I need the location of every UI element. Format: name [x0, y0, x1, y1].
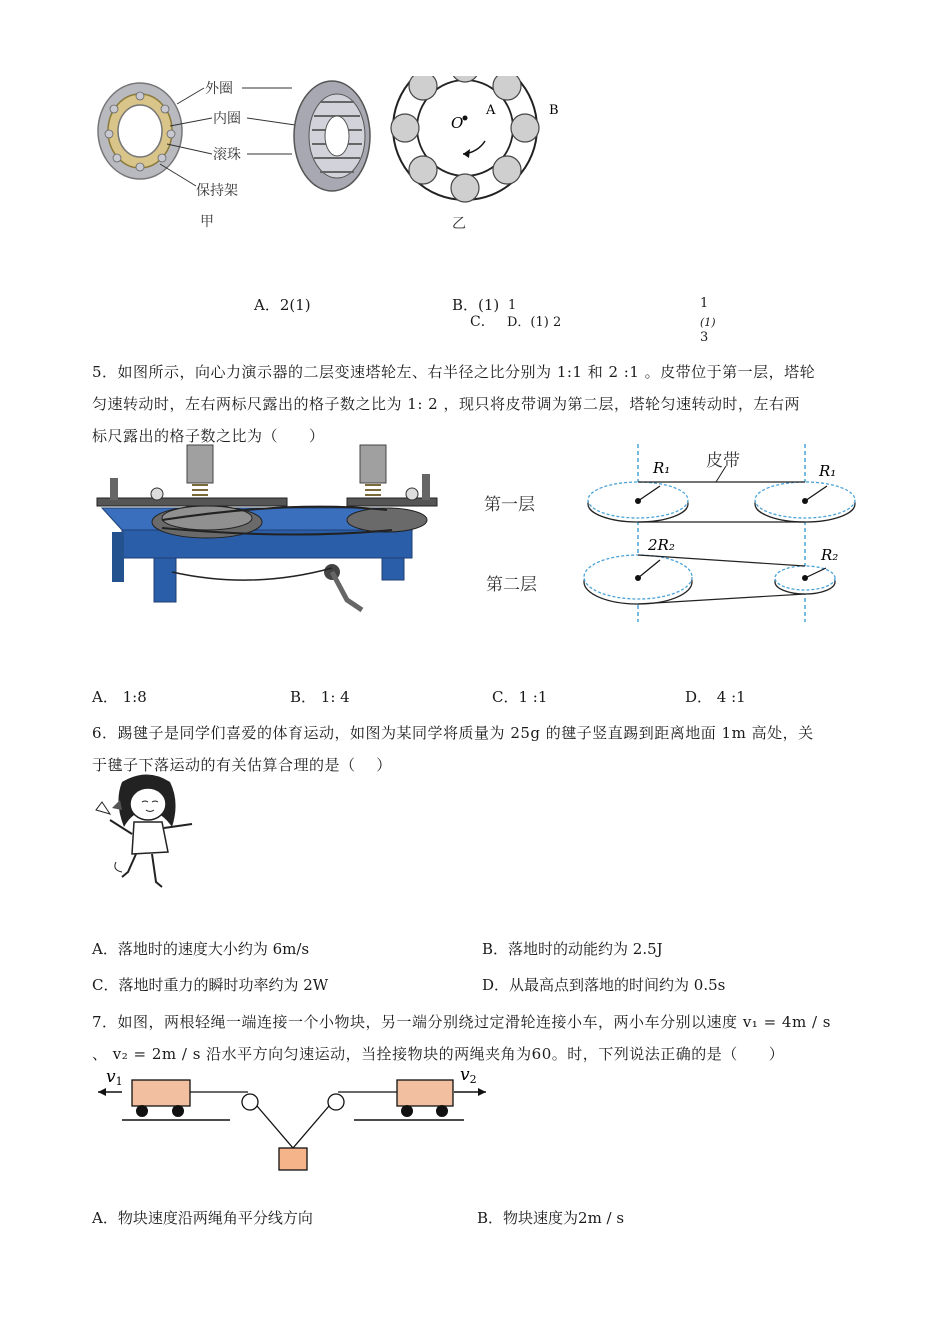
- q7-stem: [92, 1006, 858, 1070]
- q7-line-1: 7．如图，两根轻绳一端连接一个小物块，另一端分别绕过定滑轮连接小车，两小车分别以速度 v₁ = 4m / s: [92, 1013, 831, 1031]
- q7-line-2: 、 v₂ = 2m / s 沿水平方向匀速运动，当拴接物块的两绳夹角为60。时，下列说法正确的是（ ）: [92, 1045, 785, 1063]
- q5-option-b[interactable]: B． 1: 4: [290, 688, 350, 706]
- bearing-figure-yi: [385, 76, 575, 236]
- label-r1-left: R₁: [653, 459, 671, 477]
- label-2r2-left: 2R₂: [648, 536, 675, 554]
- q4-frac-top: 1: [700, 296, 709, 311]
- q7-option-a[interactable]: A．物块速度沿两绳角平分线方向: [92, 1209, 313, 1227]
- centripetal-demo-apparatus: [92, 440, 447, 625]
- q4-option-b[interactable]: B．(1): [452, 296, 500, 314]
- girl-kicking-shuttlecock-figure: [92, 772, 207, 897]
- q6-option-d[interactable]: D．从最高点到落地的时间约为 0.5s: [482, 976, 726, 994]
- q6-line-2: 于毽子下落运动的有关估算合理的是（ ）: [92, 756, 392, 774]
- label-r2-right: R₂: [821, 546, 839, 564]
- point-b: B: [549, 103, 559, 118]
- q5-stem: [92, 356, 858, 452]
- label-v1: v1: [106, 1067, 123, 1088]
- q6-line-1: 6．踢毽子是同学们喜爱的体育运动，如图为某同学将质量为 25g 的毽子竖直踢到距离地面 1m 高处，关: [92, 724, 814, 742]
- q5-line-3: 标尺露出的格子数之比为（ ）: [92, 427, 325, 445]
- q4-frac-bottom: 3: [700, 330, 709, 345]
- q4-option-c[interactable]: C．: [470, 314, 495, 330]
- label-outer-ring: 外圈: [205, 81, 233, 97]
- tower-pulley-diagram: [478, 444, 863, 624]
- label-belt: 皮带: [706, 451, 740, 471]
- point-a: A: [486, 103, 496, 118]
- label-layer-1: 第一层: [484, 495, 535, 515]
- label-inner-ring: 内圈: [213, 111, 241, 127]
- label-v2: v2: [460, 1065, 477, 1086]
- q4-option-b-frac: 1: [508, 298, 517, 313]
- q6-option-a[interactable]: A．落地时的速度大小约为 6m/s: [92, 940, 310, 958]
- q5-option-a[interactable]: A． 1:8: [92, 688, 147, 706]
- bearing-figure-jia: [92, 76, 382, 236]
- label-layer-2: 第二层: [486, 575, 537, 595]
- q6-option-c[interactable]: C．落地时重力的瞬时功率约为 2W: [92, 976, 329, 994]
- q5-option-c[interactable]: C．1 :1: [492, 688, 548, 706]
- q7-option-b[interactable]: B．物块速度为2m / s: [477, 1209, 625, 1227]
- q5-line-1: 5．如图所示，向心力演示器的二层变速塔轮左、右半径之比分别为 1:1 和 2 :1 。皮带位于第一层，塔轮: [92, 363, 816, 381]
- carts-pulleys-block-figure: [92, 1062, 492, 1174]
- caption-yi: 乙: [452, 216, 466, 232]
- q6-option-b[interactable]: B．落地时的动能约为 2.5J: [482, 940, 663, 958]
- q5-line-2: 匀速转动时，左右两标尺露出的格子数之比为 1: 2 ，现只将皮带调为第二层，塔轮匀速转动时，左右两: [92, 395, 800, 413]
- q4-option-d[interactable]: D．(1) 2: [507, 315, 562, 330]
- caption-jia: 甲: [200, 214, 214, 230]
- point-o: O: [451, 114, 464, 132]
- label-ball: 滚珠: [213, 147, 241, 163]
- label-r1-right: R₁: [819, 462, 837, 480]
- q4-frac-mid: (1): [700, 316, 716, 329]
- q5-option-d[interactable]: D． 4 :1: [685, 688, 746, 706]
- q4-option-a[interactable]: A．2(1): [254, 296, 311, 314]
- label-cage: 保持架: [196, 183, 238, 199]
